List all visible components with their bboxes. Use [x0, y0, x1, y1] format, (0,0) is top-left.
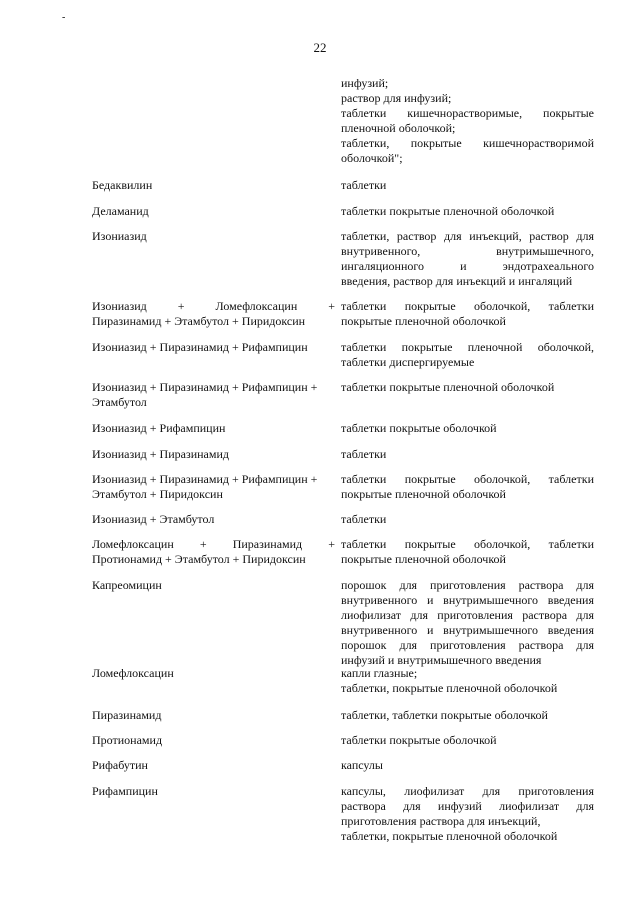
dosage-form: покрытые пленочной оболочкой	[341, 314, 506, 328]
drug-name: Изониазид + Пиразинамид + Рифампицин +	[92, 472, 318, 486]
dosage-form: капсулы	[341, 758, 383, 772]
dosage-form: таблетки покрытые оболочкой	[341, 421, 497, 435]
drug-name: Изониазид + Пиразинамид	[92, 447, 229, 461]
dosage-form: покрытые пленочной оболочкой	[341, 487, 506, 501]
dosage-form: таблетки, раствор для инъекций, раствор для	[341, 229, 594, 243]
drug-name: Пиразинамид	[92, 708, 162, 722]
dosage-form: введения, раствор для инъекций и ингаляций	[341, 274, 573, 288]
continued-line: раствор для инфузий;	[341, 91, 452, 105]
dosage-form: приготовления раствора для инъекций,	[341, 814, 541, 828]
drug-name: Пиразинамид + Этамбутол + Пиридоксин	[92, 314, 306, 328]
drug-name: Протионамид + Этамбутол + Пиридоксин	[92, 552, 306, 566]
drug-name: Капреомицин	[92, 578, 162, 592]
dosage-form: покрытые пленочной оболочкой	[341, 552, 506, 566]
drug-name: Рифабутин	[92, 758, 148, 772]
dosage-form: таблетки покрытые оболочкой	[341, 733, 497, 747]
dosage-form: таблетки покрытые оболочкой, таблетки	[341, 537, 594, 551]
dosage-form: таблетки, покрытые пленочной оболочкой	[341, 829, 558, 843]
continued-line: оболочкой";	[341, 151, 403, 165]
dosage-form: ингаляционного и эндотрахеального	[341, 259, 594, 273]
drug-name: Изониазид	[92, 229, 147, 243]
drug-name: Ломефлоксацин + Пиразинамид +	[92, 537, 335, 551]
dosage-form: инфузий и внутримышечного введения	[341, 653, 542, 667]
dosage-form: таблетки, покрытые пленочной оболочкой	[341, 681, 558, 695]
drug-name: Изониазид + Пиразинамид + Рифампицин +	[92, 380, 318, 394]
dosage-form: лиофилизат для приготовления раствора для	[341, 608, 594, 622]
drug-name: Изониазид + Пиразинамид + Рифампицин	[92, 340, 308, 354]
drug-name: Рифампицин	[92, 784, 158, 798]
dosage-form: таблетки	[341, 512, 387, 526]
scan-mark: -	[62, 12, 66, 23]
dosage-form: таблетки покрытые пленочной оболочкой	[341, 204, 555, 218]
dosage-form: таблетки покрытые оболочкой, таблетки	[341, 472, 594, 486]
continued-line: таблетки, покрытые кишечнорастворимой	[341, 136, 594, 150]
continued-line: инфузий;	[341, 76, 389, 90]
continued-line: таблетки кишечнорастворимые, покрытые	[341, 106, 594, 120]
dosage-form: таблетки	[341, 178, 387, 192]
drug-name: Изониазид + Рифампицин	[92, 421, 226, 435]
dosage-form: таблетки покрытые оболочкой, таблетки	[341, 299, 594, 313]
drug-name: Этамбутол + Пиридоксин	[92, 487, 223, 501]
dosage-form: таблетки, таблетки покрытые оболочкой	[341, 708, 548, 722]
drug-name: Изониазид + Этамбутол	[92, 512, 215, 526]
drug-name: Деламанид	[92, 204, 149, 218]
dosage-form: таблетки покрытые пленочной оболочкой,	[341, 340, 594, 354]
drug-name: Бедаквилин	[92, 178, 153, 192]
dosage-form: внутривенного и внутримышечного введения	[341, 623, 594, 637]
drug-name: Ломефлоксацин	[92, 666, 174, 680]
dosage-form: таблетки покрытые пленочной оболочкой	[341, 380, 555, 394]
drug-name: Протионамид	[92, 733, 163, 747]
page-number: 22	[313, 40, 327, 55]
dosage-form: внутривенного, внутримышечного,	[341, 244, 594, 258]
dosage-form: порошок для приготовления раствора для	[341, 638, 594, 652]
continued-line: пленочной оболочкой;	[341, 121, 456, 135]
drug-name: Изониазид + Ломефлоксацин +	[92, 299, 335, 313]
dosage-form: раствора для инфузий лиофилизат для	[341, 799, 594, 813]
dosage-form: порошок для приготовления раствора для	[341, 578, 594, 592]
dosage-form: внутривенного и внутримышечного введения	[341, 593, 594, 607]
dosage-form: капсулы, лиофилизат для приготовления	[341, 784, 594, 798]
dosage-form: таблетки диспергируемые	[341, 355, 475, 369]
drug-name: Этамбутол	[92, 395, 147, 409]
dosage-form: таблетки	[341, 447, 387, 461]
dosage-form: капли глазные;	[341, 666, 418, 680]
